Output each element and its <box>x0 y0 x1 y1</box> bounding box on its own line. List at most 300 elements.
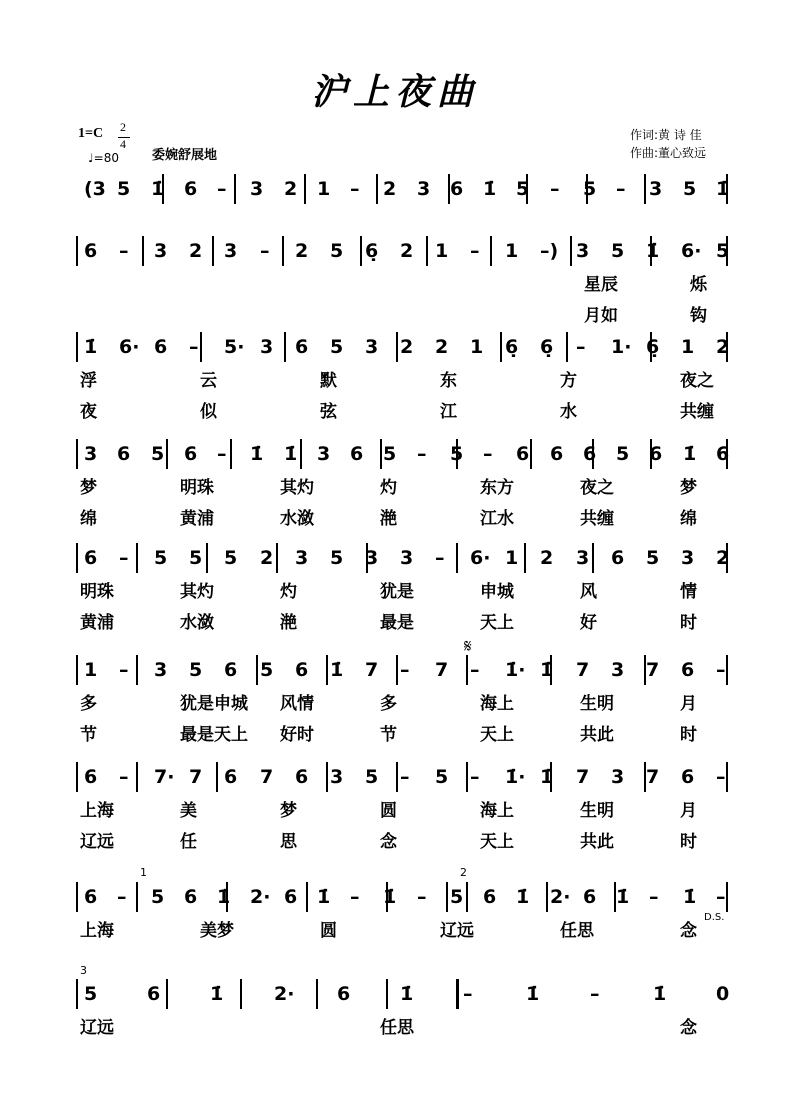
bar-line <box>466 655 468 685</box>
bar-line <box>326 762 328 792</box>
note: 5 <box>224 547 238 569</box>
lyric-text: 美 <box>180 801 197 821</box>
bar-line <box>316 979 318 1009</box>
note: 1 <box>84 659 98 681</box>
note: 2· <box>274 983 295 1005</box>
bar-line <box>212 236 214 266</box>
note: 3 <box>250 178 264 200</box>
note: 1̇ <box>646 240 660 262</box>
note: 6 <box>350 443 364 465</box>
note: 1̇ <box>383 886 397 908</box>
lyric-text: 辽远 <box>440 921 474 941</box>
bar-line <box>326 655 328 685</box>
note: 5 <box>189 547 203 569</box>
bar-line <box>76 979 78 1009</box>
note: 3 <box>317 443 331 465</box>
lyric-text: 时 <box>680 832 697 852</box>
lyric-text: 海上 <box>480 801 514 821</box>
bar-line <box>456 979 459 1009</box>
note: 5 <box>516 178 530 200</box>
note: (3 <box>84 178 106 200</box>
note: 6 <box>224 766 238 788</box>
lyric-text: 黄浦 <box>180 509 214 529</box>
time-signature-top: 2 <box>120 120 126 134</box>
note: 5 <box>260 659 274 681</box>
note: 6 <box>611 547 625 569</box>
lyric-text: 明珠 <box>80 582 114 602</box>
note: 6 <box>117 443 131 465</box>
note: 3 <box>611 766 625 788</box>
bar-line <box>726 762 728 792</box>
lyric-text: 天上 <box>480 832 514 852</box>
lyric-text: 任思 <box>380 1018 414 1038</box>
lyric-text: 犹是 <box>380 582 414 602</box>
bar-line <box>466 762 468 792</box>
note: 7 <box>435 659 449 681</box>
lyric-text: 方 <box>560 371 577 391</box>
lyric-text: 梦 <box>280 801 297 821</box>
note: – <box>119 547 129 569</box>
lyric-text: 风 <box>580 582 597 602</box>
lyric-text: 东 <box>440 371 457 391</box>
note: – <box>716 886 726 908</box>
note: 6 <box>184 178 198 200</box>
lyric-text: 明珠 <box>180 478 214 498</box>
note: 5 <box>616 443 630 465</box>
note: 1̇· <box>505 766 526 788</box>
note: 3 <box>400 547 414 569</box>
note: 6 <box>550 443 564 465</box>
note: 6 <box>516 443 530 465</box>
note: 5 <box>450 443 464 465</box>
lyricist-credit: 作词:黄 诗 佳 <box>630 128 702 142</box>
lyric-text: 申城 <box>480 582 514 602</box>
lyric-text: 东方 <box>480 478 514 498</box>
note: 5 <box>435 766 449 788</box>
note: 1 <box>470 336 484 358</box>
lyric-text: 生明 <box>580 694 614 714</box>
lyric-text: 风情 <box>280 694 314 714</box>
bar-line <box>282 236 284 266</box>
bar-line <box>142 236 144 266</box>
note: 1̇· <box>505 659 526 681</box>
note: 1̇ <box>540 659 554 681</box>
note: 3 <box>681 547 695 569</box>
lyric-text: 夜 <box>80 402 97 422</box>
lyric-text: 上海 <box>80 921 114 941</box>
note: 1̇ <box>616 886 630 908</box>
lyric-text: 梦 <box>80 478 97 498</box>
lyric-text: 情 <box>680 582 697 602</box>
note: 1̇ <box>516 886 530 908</box>
bar-line <box>500 332 502 362</box>
bar-line <box>396 655 398 685</box>
note: 6 <box>649 443 663 465</box>
bar-line <box>76 236 78 266</box>
note: 6 <box>295 659 309 681</box>
lyric-text: 辽远 <box>80 832 114 852</box>
bar-line <box>446 882 448 912</box>
note: 5 <box>365 766 379 788</box>
bar-line <box>276 543 278 573</box>
note: 7 <box>576 659 590 681</box>
note: 1 <box>317 178 331 200</box>
lyric-text: 默 <box>320 371 337 391</box>
expression-mark: 委婉舒展地 <box>152 148 218 163</box>
bar-line <box>570 236 572 266</box>
lyric-text: 最是 <box>380 613 414 633</box>
note: 1̇ <box>716 178 730 200</box>
bar-line <box>136 543 138 573</box>
note: 1̇ <box>151 178 165 200</box>
note: 7· <box>154 766 175 788</box>
bar-line <box>76 882 78 912</box>
bar-line <box>592 543 594 573</box>
note: 5 <box>646 547 660 569</box>
tempo-mark: ♩=80 <box>88 151 119 165</box>
note: 2 <box>295 240 309 262</box>
lyric-text: 似 <box>200 402 217 422</box>
note: – <box>119 240 129 262</box>
note: 1̇ <box>400 983 414 1005</box>
bar-line <box>524 543 526 573</box>
bar-line <box>166 979 168 1009</box>
lyric-text: 时 <box>680 725 697 745</box>
note: 3 <box>611 659 625 681</box>
note: 1· <box>611 336 632 358</box>
bar-line <box>386 979 388 1009</box>
note: 6 <box>295 336 309 358</box>
lyric-text: 月 <box>680 694 697 714</box>
note: 5 <box>330 240 344 262</box>
note: 6 <box>184 886 198 908</box>
note: 5 <box>151 886 165 908</box>
segno-sign: 𝄋 <box>464 636 472 657</box>
note: 5 <box>611 240 625 262</box>
lyric-text: 天上 <box>480 725 514 745</box>
lyric-text: 星辰 <box>584 275 618 295</box>
bar-line <box>200 332 202 362</box>
lyric-text: 滟 <box>280 613 297 633</box>
note: 3 <box>649 178 663 200</box>
note: 2 <box>260 547 274 569</box>
lyric-text: 好时 <box>280 725 314 745</box>
note: 3 <box>295 547 309 569</box>
note: 5 <box>330 547 344 569</box>
lyric-text: 圆 <box>380 801 397 821</box>
note: 1̇ <box>653 983 667 1005</box>
note: 5 <box>154 547 168 569</box>
note: 1 <box>435 240 449 262</box>
note: 5 <box>583 178 597 200</box>
bar-line <box>216 762 218 792</box>
note: 6 <box>84 766 98 788</box>
lyric-text: 浮 <box>80 371 97 391</box>
note: 1 <box>505 240 519 262</box>
note: 2 <box>383 178 397 200</box>
note: 6̣ <box>365 240 379 262</box>
note: – <box>119 766 129 788</box>
bar-line <box>380 439 382 469</box>
note: 7 <box>260 766 274 788</box>
lyric-text: 时 <box>680 613 697 633</box>
lyric-text: 夜之 <box>680 371 714 391</box>
note: 2 <box>540 547 554 569</box>
bar-line <box>300 439 302 469</box>
bar-line <box>376 174 378 204</box>
note: 1̇ <box>683 886 697 908</box>
note: 3 <box>154 240 168 262</box>
note: 5 <box>716 240 730 262</box>
note: 1̇ <box>330 659 344 681</box>
volta-3-label: 3 <box>80 964 87 977</box>
bar-line <box>304 174 306 204</box>
song-title: 沪上夜曲 <box>310 71 479 113</box>
note: – <box>616 178 626 200</box>
bar-line <box>566 332 568 362</box>
note: 1̇ <box>526 983 540 1005</box>
note: 6 <box>583 886 597 908</box>
bar-line <box>136 762 138 792</box>
note: 7 <box>646 766 660 788</box>
note: 6 <box>184 443 198 465</box>
bar-line <box>136 655 138 685</box>
bar-line <box>426 236 428 266</box>
note: 2 <box>189 240 203 262</box>
bar-line <box>240 979 242 1009</box>
lyric-text: 夜之 <box>580 478 614 498</box>
note: 1̇ <box>217 886 231 908</box>
note: 7 <box>365 659 379 681</box>
note: 1̇ <box>284 443 298 465</box>
note: – <box>417 886 427 908</box>
note: 5· <box>224 336 245 358</box>
bar-line <box>206 543 208 573</box>
bar-line <box>230 439 232 469</box>
note: 1̇ <box>250 443 264 465</box>
lyric-text: 最是天上 <box>180 725 248 745</box>
note: 1̇ <box>210 983 224 1005</box>
note: 1̇ <box>483 178 497 200</box>
note: 2 <box>400 240 414 262</box>
note: – <box>189 336 199 358</box>
note: 5 <box>330 336 344 358</box>
bar-line <box>726 882 728 912</box>
note: – <box>470 766 480 788</box>
note: – <box>550 178 560 200</box>
note: – <box>119 659 129 681</box>
note: 3 <box>417 178 431 200</box>
note: – <box>576 336 586 358</box>
lyric-text: 水潋 <box>280 509 314 529</box>
lyric-text: 辽远 <box>80 1018 114 1038</box>
note: – <box>217 178 227 200</box>
note: 6 <box>224 659 238 681</box>
lyric-text: 共此 <box>580 725 614 745</box>
bar-line <box>456 543 458 573</box>
lyric-text: 其灼 <box>180 582 214 602</box>
lyric-text: 月 <box>680 801 697 821</box>
lyric-text: 水潋 <box>180 613 214 633</box>
key-signature: 1=C <box>78 126 104 141</box>
volta-1-label: 1 <box>140 866 147 879</box>
lyric-text: 天上 <box>480 613 514 633</box>
lyric-text: 江水 <box>480 509 514 529</box>
note: 3 <box>365 336 379 358</box>
note: – <box>716 766 726 788</box>
note: 5 <box>151 443 165 465</box>
note: – <box>435 547 445 569</box>
note: – <box>117 886 127 908</box>
note: – <box>400 659 410 681</box>
lyric-text: 水 <box>560 402 577 422</box>
volta-2-label: 2 <box>460 866 467 879</box>
note: – <box>217 443 227 465</box>
note: 6· <box>119 336 140 358</box>
note: 1̇ <box>540 766 554 788</box>
bar-line <box>76 439 78 469</box>
lyric-text: 灼 <box>280 582 297 602</box>
bar-line <box>530 439 532 469</box>
note: 5 <box>84 983 98 1005</box>
lyric-text: 月如 <box>584 306 618 326</box>
note: – <box>649 886 659 908</box>
note: – <box>350 178 360 200</box>
bar-line <box>256 655 258 685</box>
note: 6 <box>583 443 597 465</box>
lyric-text: 海上 <box>480 694 514 714</box>
note: 6̣ <box>505 336 519 358</box>
note: – <box>260 240 270 262</box>
note: 1 <box>505 547 519 569</box>
note: 6 <box>154 336 168 358</box>
note: – <box>400 766 410 788</box>
bar-line <box>466 882 468 912</box>
note: 3 <box>576 547 590 569</box>
note: – <box>350 886 360 908</box>
bar-line <box>546 882 548 912</box>
bar-line <box>284 332 286 362</box>
note: 2 <box>400 336 414 358</box>
lyric-text: 犹是申城 <box>180 694 248 714</box>
lyric-text: 任思 <box>560 921 594 941</box>
composer-credit: 作曲:董心致远 <box>630 146 707 160</box>
note: 3 <box>576 240 590 262</box>
note: – <box>417 443 427 465</box>
lyric-text: 多 <box>380 694 397 714</box>
lyric-text: 任 <box>180 832 197 852</box>
note: 3 <box>365 547 379 569</box>
note: – <box>483 443 493 465</box>
lyric-text: 共缠 <box>580 509 614 529</box>
note: 6 <box>295 766 309 788</box>
bar-line <box>726 655 728 685</box>
note: 3 <box>84 443 98 465</box>
note: 7 <box>646 659 660 681</box>
lyric-text: 绵 <box>680 509 697 529</box>
lyric-text: 绵 <box>80 509 97 529</box>
note: 2 <box>284 178 298 200</box>
bar-line <box>360 236 362 266</box>
note: 3 <box>154 659 168 681</box>
lyric-text: 其灼 <box>280 478 314 498</box>
note: – <box>590 983 600 1005</box>
note: 6· <box>470 547 491 569</box>
note: – <box>716 659 726 681</box>
bar-line <box>76 332 78 362</box>
note: 6 <box>284 886 298 908</box>
note: – <box>470 240 480 262</box>
note: 6· <box>681 240 702 262</box>
lyric-text: 生明 <box>580 801 614 821</box>
lyric-text: 滟 <box>380 509 397 529</box>
bar-line <box>234 174 236 204</box>
note: 6 <box>147 983 161 1005</box>
lyric-text: 多 <box>80 694 97 714</box>
lyric-text: 云 <box>200 371 217 391</box>
lyric-text: 上海 <box>80 801 114 821</box>
note: 6 <box>716 443 730 465</box>
lyric-text: 黄浦 <box>80 613 114 633</box>
note: 1̇ <box>317 886 331 908</box>
lyric-text: 念 <box>680 1018 697 1038</box>
lyric-text: 念 <box>680 921 697 941</box>
lyric-text: 灼 <box>380 478 397 498</box>
note: 6 <box>84 886 98 908</box>
note: 6 <box>84 547 98 569</box>
bar-line <box>306 882 308 912</box>
lyric-text: 共此 <box>580 832 614 852</box>
bar-line <box>396 332 398 362</box>
note: – <box>470 659 480 681</box>
lyric-text: 念 <box>380 832 397 852</box>
note: 3 <box>224 240 238 262</box>
lyric-text: 节 <box>80 725 97 745</box>
lyric-text: 美梦 <box>200 921 234 941</box>
note: 6 <box>337 983 351 1005</box>
note: 6̣ <box>540 336 554 358</box>
lyric-text: 思 <box>280 832 297 852</box>
bar-line <box>76 543 78 573</box>
bar-line <box>644 174 646 204</box>
note: 2 <box>435 336 449 358</box>
lyric-text: 钩 <box>690 306 707 326</box>
note: 6 <box>450 178 464 200</box>
note: 7 <box>576 766 590 788</box>
lyric-text: 好 <box>580 613 597 633</box>
note: – <box>463 983 473 1005</box>
note: 2· <box>250 886 271 908</box>
lyric-text: 江 <box>440 402 457 422</box>
note: –) <box>540 240 559 262</box>
bar-line <box>136 882 138 912</box>
note: 3 <box>330 766 344 788</box>
note: 6 <box>84 240 98 262</box>
note: 6 <box>483 886 497 908</box>
lyric-text: 烁 <box>690 275 707 295</box>
bar-line <box>76 762 78 792</box>
dal-segno-mark: D.S. <box>704 912 725 923</box>
note: 2 <box>716 336 730 358</box>
note: 5 <box>117 178 131 200</box>
time-signature-bottom: 4 <box>120 137 126 151</box>
note: 2 <box>716 547 730 569</box>
note: 2· <box>550 886 571 908</box>
lyric-text: 弦 <box>320 402 337 422</box>
bar-line <box>490 236 492 266</box>
note: 0 <box>716 983 730 1005</box>
note: 1 <box>681 336 695 358</box>
